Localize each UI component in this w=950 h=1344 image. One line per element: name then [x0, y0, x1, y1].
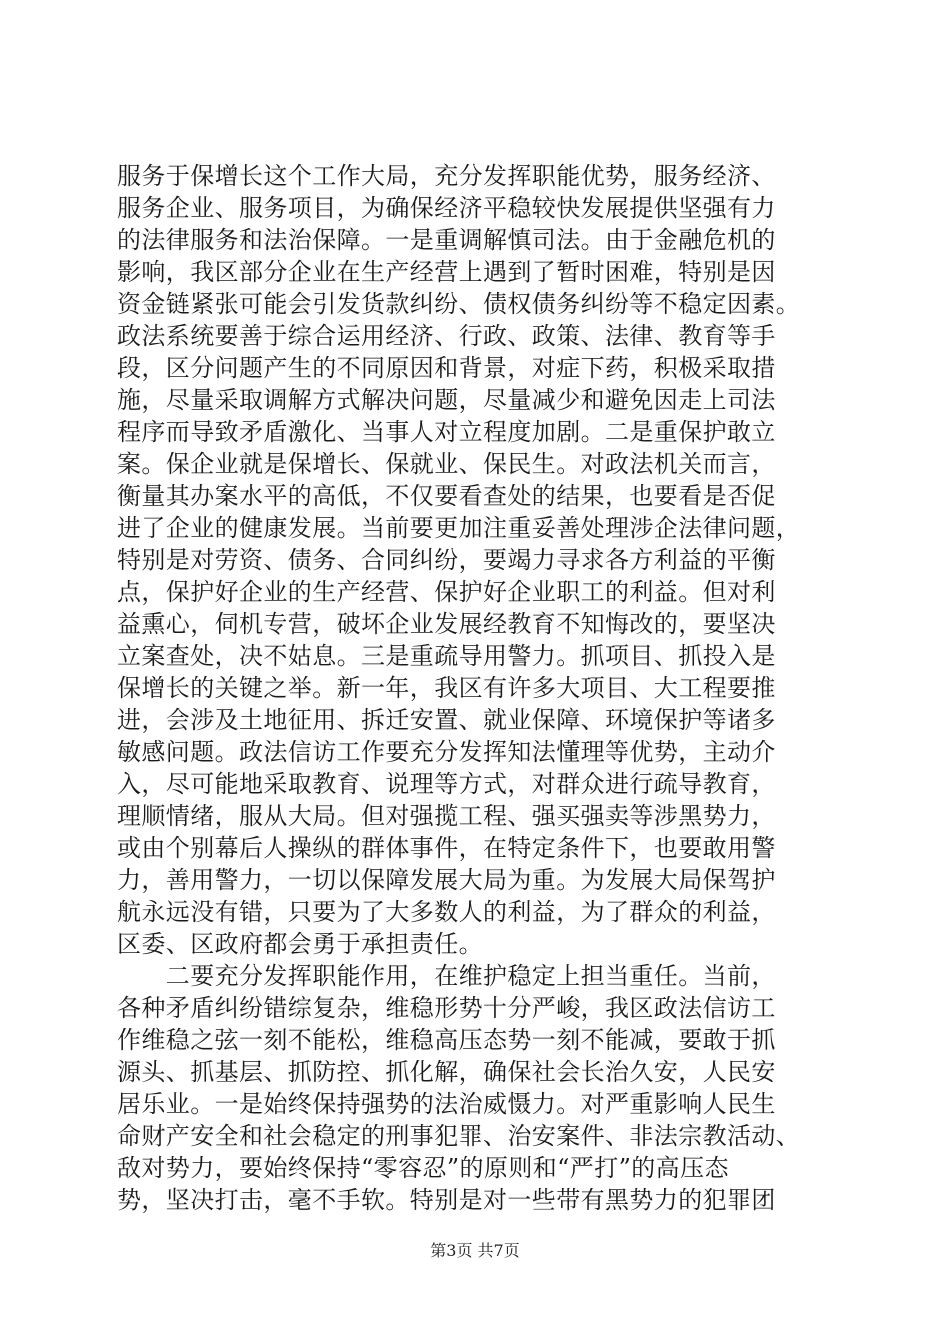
- text-line: 政法系统要善于综合运用经济、行政、政策、法律、教育等手: [117, 322, 776, 350]
- text-line: 的法律服务和法治保障。一是重调解慎司法。由于金融危机的: [117, 226, 776, 254]
- text-line: 资金链紧张可能会引发货款纠纷、债权债务纠纷等不稳定因素。: [117, 290, 801, 318]
- text-line: 立案查处，决不姑息。三是重疏导用警力。抓项目、抓投入是: [117, 642, 776, 670]
- text-line: 保增长的关键之举。新一年，我区有许多大项目、大工程要推: [117, 674, 776, 702]
- body-text: [117, 160, 857, 1216]
- text-line: 航永远没有错，只要为了大多数人的利益，为了群众的利益，: [117, 898, 776, 926]
- text-line: 服务企业、服务项目，为确保经济平稳较快发展提供坚强有力: [117, 194, 776, 222]
- text-line: 敌对势力，要始终保持“零容忍”的原则和“严打”的高压态: [117, 1154, 729, 1182]
- text-line: 命财产安全和社会稳定的刑事犯罪、治安案件、非法宗教活动、: [117, 1122, 801, 1150]
- text-line: 程序而导致矛盾激化、当事人对立程度加剧。二是重保护敢立: [117, 418, 776, 446]
- text-line: 居乐业。一是始终保持强势的法治威慑力。对严重影响人民生: [117, 1090, 776, 1118]
- page-number-footer: 第3页 共7页: [430, 1241, 520, 1260]
- text-line: 案。保企业就是保增长、保就业、保民生。对政法机关而言，: [117, 450, 776, 478]
- text-line: 源头、抓基层、抓防控、抓化解，确保社会长治久安，人民安: [117, 1058, 776, 1086]
- text-line: 点，保护好企业的生产经营、保护好企业职工的利益。但对利: [117, 578, 776, 606]
- text-line: 段，区分问题产生的不同原因和背景，对症下药，积极采取措: [117, 354, 776, 382]
- text-line: 益熏心，伺机专营，破坏企业发展经教育不知悔改的，要坚决: [117, 610, 776, 638]
- text-line: 进了企业的健康发展。当前要更加注重妥善处理涉企法律问题，: [117, 514, 801, 542]
- text-line: 各种矛盾纠纷错综复杂，维稳形势十分严峻，我区政法信访工: [117, 994, 776, 1022]
- text-line: 影响，我区部分企业在生产经营上遇到了暂时困难，特别是因: [117, 258, 776, 286]
- text-line: 进，会涉及土地征用、拆迁安置、就业保障、环境保护等诸多: [117, 706, 776, 734]
- text-line: 理顺情绪，服从大局。但对强揽工程、强买强卖等涉黑势力，: [117, 802, 776, 830]
- text-line: 敏感问题。政法信访工作要充分发挥知法懂理等优势，主动介: [117, 738, 776, 766]
- text-line: 衡量其办案水平的高低，不仅要看查处的结果，也要看是否促: [117, 482, 776, 510]
- text-line: 施，尽量采取调解方式解决问题，尽量减少和避免因走上司法: [117, 386, 776, 414]
- text-line: 特别是对劳资、债务、合同纠纷，要竭力寻求各方利益的平衡: [117, 546, 776, 574]
- text-line: 入，尽可能地采取教育、说理等方式，对群众进行疏导教育，: [117, 770, 776, 798]
- text-line: 服务于保增长这个工作大局，充分发挥职能优势，服务经济、: [117, 162, 776, 190]
- text-line: 势，坚决打击，毫不手软。特别是对一些带有黑势力的犯罪团: [117, 1186, 776, 1214]
- text-line: 二要充分发挥职能作用，在维护稳定上担当重任。当前，: [117, 962, 776, 990]
- text-line: 区委、区政府都会勇于承担责任。: [117, 930, 483, 958]
- text-line: 作维稳之弦一刻不能松，维稳高压态势一刻不能减，要敢于抓: [117, 1026, 776, 1054]
- text-line: 或由个别幕后人操纵的群体事件，在特定条件下，也要敢用警: [117, 834, 776, 862]
- text-line: 力，善用警力，一切以保障发展大局为重。为发展大局保驾护: [117, 866, 776, 894]
